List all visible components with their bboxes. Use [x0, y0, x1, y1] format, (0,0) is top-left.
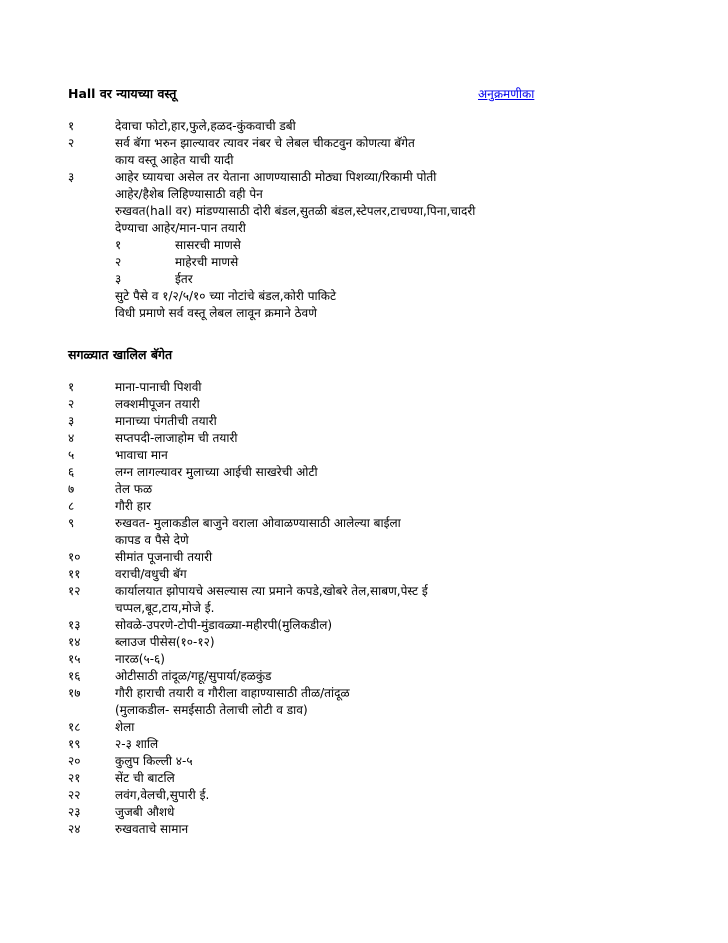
- item-text: लग्न लागल्यावर मुलाच्या आईची साखरेची ओटी: [115, 465, 318, 479]
- item-text: कुलुप किल्ली ४-५: [115, 754, 193, 768]
- item-number: १७: [68, 686, 81, 700]
- item-number: २: [115, 255, 122, 269]
- item-text: वराची/वधुची बॅग: [115, 567, 187, 581]
- item-text: लक्शमीपूजन तयारी: [115, 397, 200, 411]
- item-number: २३: [68, 805, 81, 819]
- item-text: सीमांत पूजनाची तयारी: [115, 550, 213, 564]
- item-number: ११: [68, 567, 81, 581]
- item-number: १: [68, 119, 75, 133]
- item-text: नारळ(५-६): [115, 652, 165, 666]
- item-text: शेला: [115, 720, 135, 734]
- item-number: १८: [68, 720, 81, 734]
- section1-title: Hall वर न्यायच्या वस्तू: [68, 86, 177, 101]
- item-text: आहेर घ्यायचा असेल तर येताना आणण्यासाठी मोठ्या पिशव्या/रिकामी पोती: [115, 170, 437, 184]
- item-number: २: [68, 397, 75, 411]
- item-text: माना-पानाची पिशवी: [115, 380, 202, 394]
- toc-link[interactable]: अनुक्रमणीका: [478, 87, 535, 101]
- item-text: जुजबी औशधे: [115, 805, 175, 819]
- item-number: १४: [68, 635, 81, 649]
- item-text: गौरी हार: [115, 499, 152, 513]
- item-text: सासरची माणसे: [175, 238, 241, 252]
- item-number: १९: [68, 737, 81, 751]
- item-number: २४: [68, 822, 81, 836]
- item-number: १: [115, 238, 122, 252]
- item-number: २२: [68, 788, 81, 802]
- item-text: ब्लाउज पीसेस(१०-१२): [115, 635, 215, 649]
- item-number: १०: [68, 550, 81, 564]
- item-text: देवाचा फोटो,हार,फुले,हळद-कुंकवाची डबी: [115, 119, 296, 133]
- item-text: रुखवत(hall वर) मांडण्यासाठी दोरी बंडल,सुतळी बंडल,स्टेपलर,टाचण्या,पिना,चादरी: [115, 204, 476, 218]
- item-text: २-३ शालि: [115, 737, 159, 751]
- item-number: ८: [68, 499, 75, 513]
- item-number: ३: [68, 414, 75, 428]
- item-number: ३: [115, 272, 122, 286]
- item-number: १: [68, 380, 75, 394]
- item-text: आहेर/हैशेब लिहिण्यासाठी वही पेन: [115, 187, 263, 201]
- item-text: कार्यालयात झोपायचे असल्यास त्या प्रमाने कपडे,खोबरे तेल,साबण,पेस्ट ई: [115, 584, 428, 598]
- item-text: चप्पल,बूट,टाय,मोजे ई.: [115, 601, 215, 615]
- item-text: रुखवत- मुलाकडील बाजुने वराला ओवाळण्यासाठी आलेल्या बाईला: [115, 516, 401, 530]
- item-text: काय वस्तू आहेत याची यादी: [115, 153, 234, 167]
- item-number: ६: [68, 465, 75, 479]
- item-text: सेंट ची बाटलि: [115, 771, 175, 785]
- item-text: सोवळे-उपरणे-टोपी-मुंडावळ्या-महीरपी(मुलिकडील): [115, 618, 333, 632]
- item-text: रुखवताचे सामान: [115, 822, 189, 836]
- item-text: ईतर: [175, 272, 193, 286]
- item-text: माहेरची माणसे: [175, 255, 239, 269]
- item-text: ओटीसाठी तांदूळ/गहू/सुपार्या/हळकुंड: [115, 669, 272, 683]
- item-number: ३: [68, 170, 75, 184]
- item-text: लवंग,वेलची,सुपारी ई.: [115, 788, 210, 802]
- item-number: १५: [68, 652, 81, 666]
- item-text: तेल फळ: [115, 482, 153, 496]
- item-text: सप्तपदी-लाजाहोम ची तयारी: [115, 431, 238, 445]
- item-number: १३: [68, 618, 81, 632]
- item-text: मानाच्या पंगतीची तयारी: [115, 414, 217, 428]
- item-number: १६: [68, 669, 81, 683]
- item-number: ७: [68, 482, 75, 496]
- item-number: २१: [68, 771, 81, 785]
- item-text: सुटे पैसे व १/२/५/१० च्या नोटांचे बंडल,कोरी पाकिटे: [115, 289, 337, 303]
- item-text: भावाचा मान: [115, 448, 168, 462]
- item-number: ५: [68, 448, 75, 462]
- item-text: विधी प्रमाणे सर्व वस्तू लेबल लावून क्रमाने ठेवणे: [115, 306, 317, 320]
- item-number: २०: [68, 754, 81, 768]
- item-number: ९: [68, 516, 75, 530]
- item-number: २: [68, 136, 75, 150]
- item-text: (मुलाकडील- समईसाठी तेलाची लोटी व डाव): [115, 703, 308, 717]
- section2-title: सगळ्यात खालिल बॅगेत: [68, 347, 173, 362]
- item-number: १२: [68, 584, 81, 598]
- item-text: गौरी हाराची तयारी व गौरीला वाहाण्यासाठी तीळ/तांदूळ: [115, 686, 350, 700]
- item-number: ४: [68, 431, 75, 445]
- item-text: देण्याचा आहेर/मान-पान तयारी: [115, 221, 246, 235]
- item-text: कापड व पैसे देणे: [115, 533, 189, 547]
- item-text: सर्व बॅगा भरुन झाल्यावर त्यावर नंबर चे लेबल चीकटवुन कोणत्या बॅगेत: [115, 136, 415, 150]
